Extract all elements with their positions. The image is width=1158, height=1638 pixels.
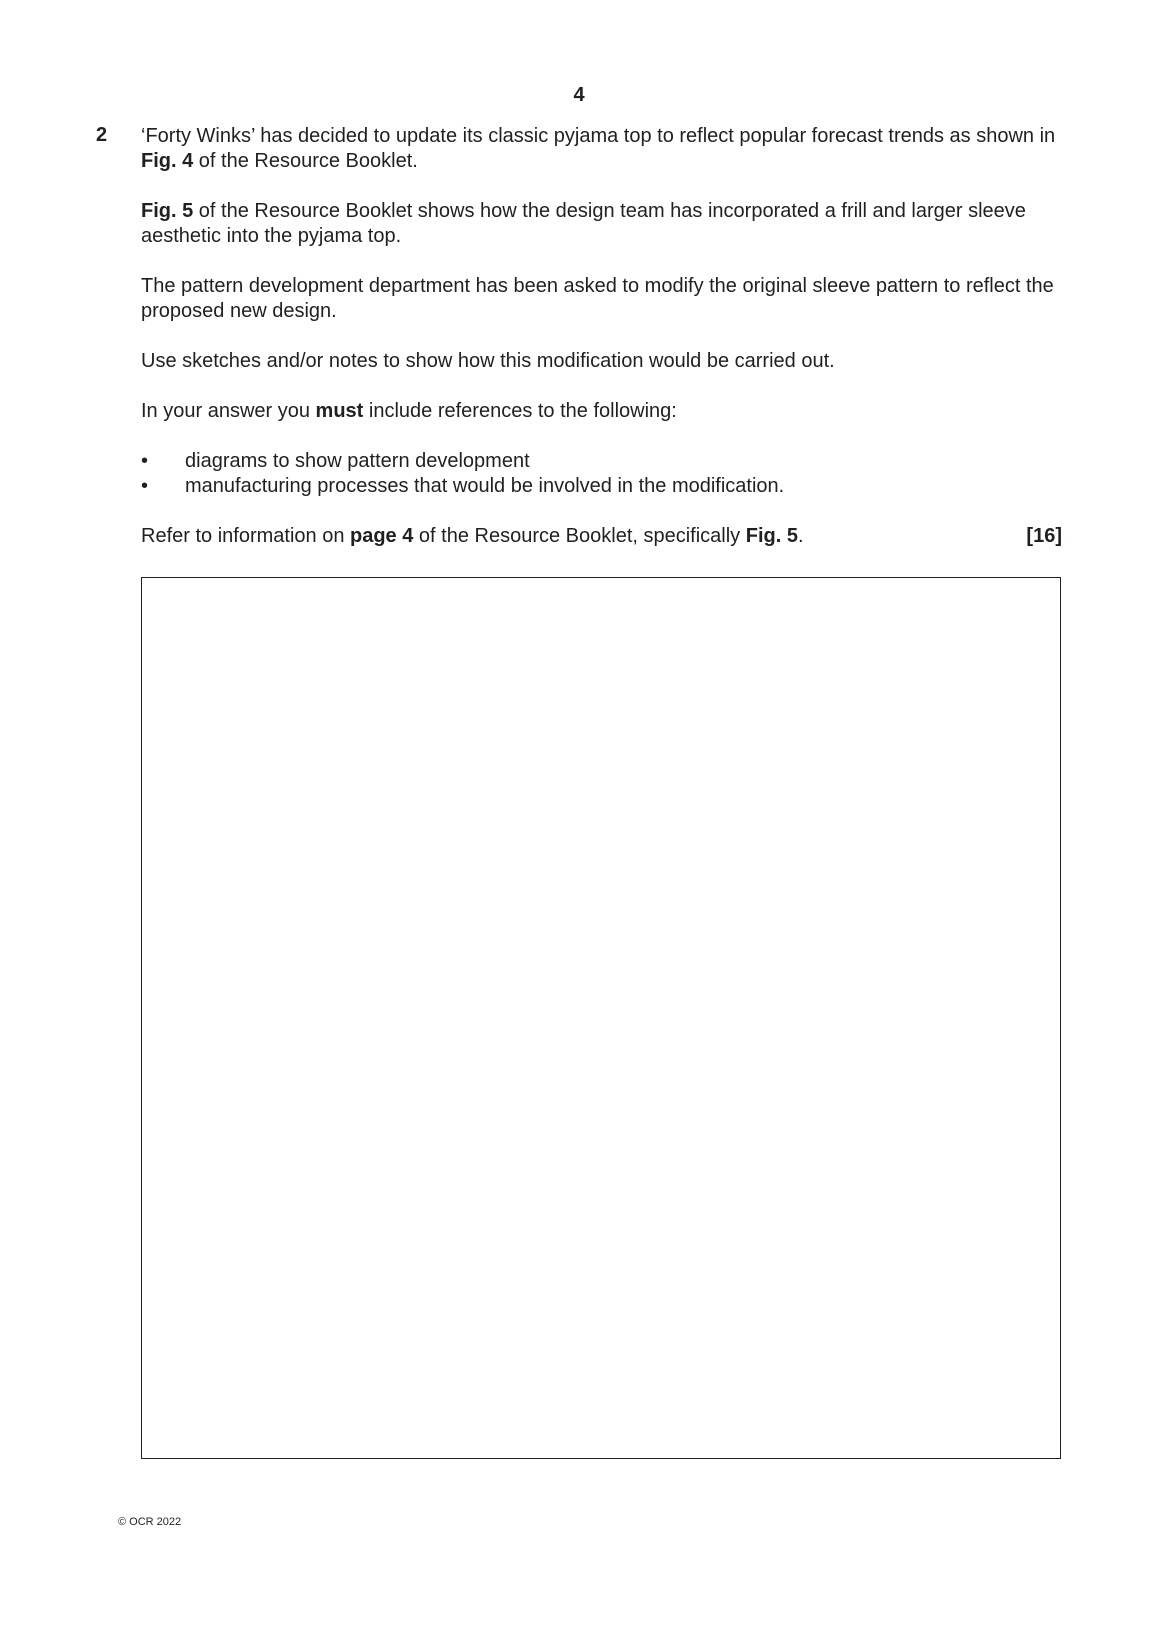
- page4-reference: page 4: [350, 525, 414, 547]
- list-item-text: diagrams to show pattern development: [185, 450, 530, 472]
- requirements-list: [141, 449, 1066, 499]
- fig5-reference: Fig. 5: [141, 200, 194, 222]
- must-text-1: In your answer you: [141, 400, 316, 422]
- bullet-icon: •: [141, 475, 149, 497]
- fig5-paragraph: [141, 199, 1066, 249]
- must-emphasis: must: [315, 400, 364, 422]
- must-include-paragraph: [141, 399, 1066, 424]
- answer-box[interactable]: [141, 577, 1061, 1459]
- refer-text-2: of the Resource Booklet, specifically: [413, 525, 746, 547]
- bullet-icon: •: [141, 450, 149, 472]
- question-body: [141, 124, 1066, 574]
- fig5-text: of the Resource Booklet shows how the design team has incorporated a frill and larger sleeve aesthetic into the pyjama top.: [141, 200, 1026, 247]
- question-number: 2: [96, 124, 108, 146]
- list-item: [141, 449, 1066, 474]
- copyright: © OCR 2022: [118, 1516, 182, 1528]
- refer-text-1: Refer to information on: [141, 525, 350, 547]
- question-intro: [141, 124, 1066, 174]
- instruction-paragraph: Use sketches and/or notes to show how this modification would be carried out.: [141, 350, 835, 372]
- must-text-2: include references to the following:: [363, 400, 677, 422]
- intro-text-1: ‘Forty Winks’ has decided to update its classic pyjama top to reflect popular forecast trends as shown in: [141, 125, 1056, 147]
- refer-text-3: .: [797, 525, 804, 547]
- list-item: [141, 474, 1066, 499]
- fig5-reference-2: Fig. 5: [745, 525, 798, 547]
- pattern-paragraph: The pattern development department has been asked to modify the original sleeve pattern to reflect the proposed new design.: [141, 275, 1054, 322]
- intro-text-2: of the Resource Booklet.: [193, 150, 418, 172]
- refer-paragraph: [141, 524, 1066, 549]
- page-number: 4: [573, 84, 585, 106]
- fig4-reference: Fig. 4: [141, 150, 194, 172]
- list-item-text: manufacturing processes that would be involved in the modification.: [185, 475, 785, 497]
- marks-allocation: [16]: [1026, 525, 1062, 547]
